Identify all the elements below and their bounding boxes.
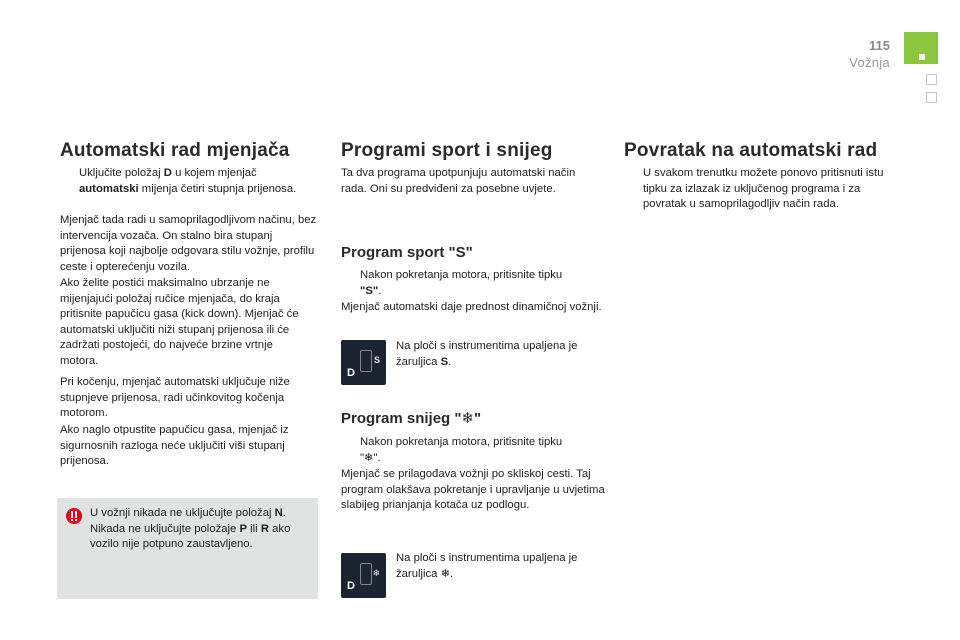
instrument-panel-snow-image: [341, 553, 386, 598]
chapter-tab-active[interactable]: [904, 32, 938, 64]
paragraph: Mjenjač tada radi u samoprilagodljivom načinu, bez intervencija vozača. On stalno bira stupanj prijenosa koji najbolje odgovara stilu vožnje, profilu ceste i opterećenju vozila.: [60, 214, 317, 273]
paragraph: Ako želite postići maksimalno ubrzanje ne mijenjajući položaj ručice mjenjača, do kraja pritisnite papučicu gasa (kick down). Mjenjač će automatski uključiti niži stupanj prijenosa ili će zadržati postojeći, do najveće brzine vrtnje motora.: [60, 277, 299, 367]
gear-d-label: D: [347, 580, 355, 592]
instrument-panel-sport-image: [341, 340, 386, 385]
warning-text: U vožnji nikada ne uključujte položaj N. Nikada ne uključujte položaje P ili R ako vozilo nije potpuno zaustavljeno.: [90, 507, 291, 551]
bullet-item: Nakon pokretanja motora, pritisnite tipku "❄".: [360, 436, 563, 464]
paragraph: Ako naglo otpustite papučicu gasa, mjenjač iz sigurnosnih razloga neće uključiti viši stupanj prijenosa.: [60, 424, 289, 468]
snowflake-lamp-icon: ❄: [372, 568, 380, 578]
tab-dot-icon: [919, 54, 925, 60]
section-title: Povratak na automatski rad: [624, 140, 878, 161]
chapter-tab[interactable]: [926, 92, 937, 103]
section-title: Automatski rad mjenjača: [60, 140, 290, 161]
paragraph: Pri kočenju, mjenjač automatski uključuje niže stupnjeve prijenosa, radi učinkovitog kočenja motorom.: [60, 376, 290, 420]
warning-icon: [66, 508, 82, 524]
subsection-title-snow: Program snijeg "❄": [341, 410, 482, 427]
panel-caption: Na ploči s instrumentima upaljena je žaruljica S.: [396, 340, 578, 368]
bullet-item: Uključite položaj D u kojem mjenjač automatski mijenja četiri stupnja prijenosa.: [79, 167, 297, 195]
panel-caption: Na ploči s instrumentima upaljena je žaruljica ❄.: [396, 552, 578, 580]
gear-d-label: D: [347, 367, 355, 379]
chapter-tab[interactable]: [926, 74, 937, 85]
bullet-item: Nakon pokretanja motora, pritisnite tipku "S".: [360, 269, 563, 297]
bullet-item: U svakom trenutku možete ponovo pritisnuti istu tipku za izlazak iz uključenog programa i za povratak u samoprilagodljiv način rada.: [643, 167, 884, 211]
section-name: Vožnja: [849, 55, 890, 70]
paragraph: Mjenjač automatski daje prednost dinamičnoj vožnji.: [341, 301, 602, 313]
warning-box: [57, 498, 318, 599]
page-number: 115: [869, 38, 890, 53]
section-title: Programi sport i snijeg: [341, 140, 553, 161]
paragraph: Mjenjač se prilagođava vožnji po skliskoj cesti. Taj program olakšava pokretanje i upravljanje u uvjetima slabijeg prianjanja kotača uz podlogu.: [341, 468, 605, 512]
paragraph: Ta dva programa upotpunjuju automatski način rada. Oni su predviđeni za posebne uvjete.: [341, 167, 576, 195]
sport-warning-lamp-icon: S: [373, 355, 380, 365]
subsection-title-sport: Program sport "S": [341, 244, 473, 261]
